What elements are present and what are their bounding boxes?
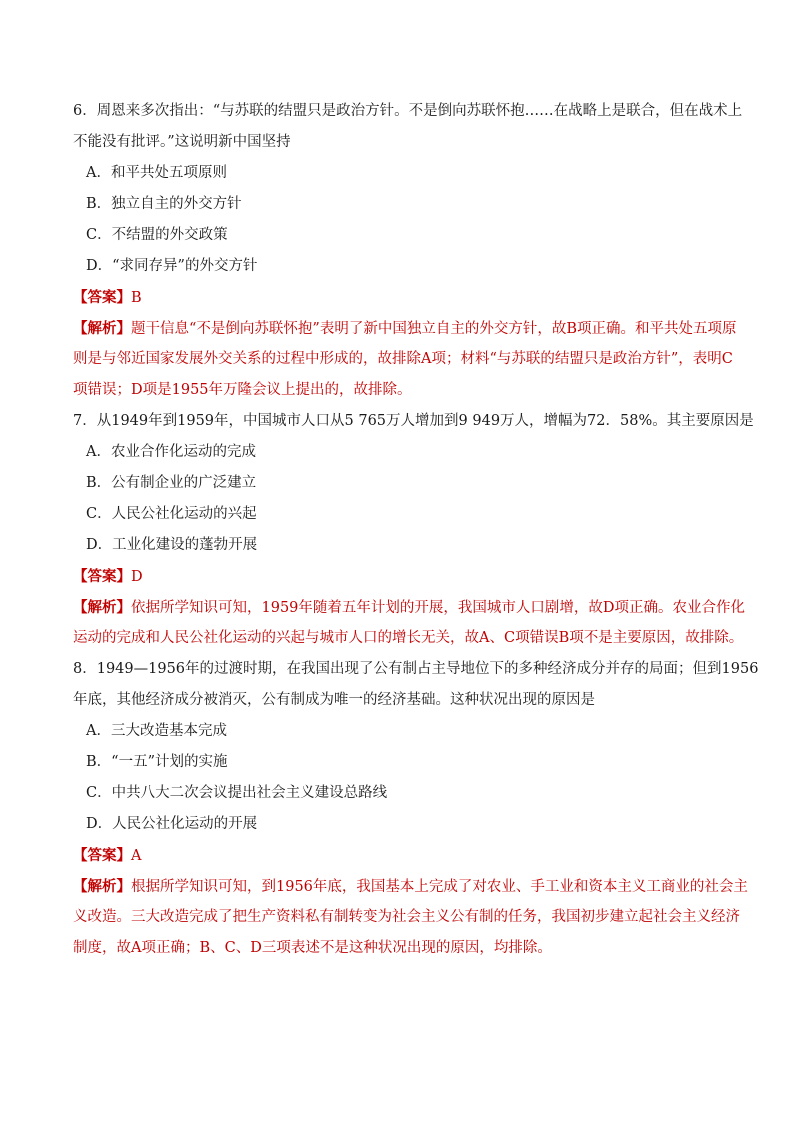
explanation-tag: 【解析】 — [73, 878, 131, 895]
option-d: D．人民公社化运动的开展 — [86, 816, 258, 832]
explanation-line: 义改造。三大改造完成了把生产资料私有制转变为社会主义公有制的任务，我国初步建立起社会主义经济 — [73, 909, 740, 925]
option-b: B．独立自主的外交方针 — [86, 196, 242, 212]
option-d: D．“求同存异”的外交方针 — [86, 258, 258, 274]
explanation-tag: 【解析】 — [73, 320, 131, 337]
question-stem-line: 8．1949—1956年的过渡时期，在我国出现了公有制占主导地位下的多种经济成分并存的局面；但到1956 — [73, 661, 759, 677]
option-a: A．和平共处五项原则 — [86, 165, 227, 181]
explanation-tag: 【解析】 — [73, 599, 131, 616]
option-d: D．工业化建设的蓬勃开展 — [86, 537, 258, 553]
explanation-line — [0, 313, 794, 344]
option-a: A．三大改造基本完成 — [86, 723, 227, 739]
question-8 — [0, 654, 794, 964]
option-c: C．人民公社化运动的兴起 — [86, 506, 257, 522]
question-6 — [0, 96, 794, 406]
answer-tag: 【答案】 — [73, 847, 131, 864]
explanation-line: 制度，故A项正确；B、C、D三项表述不是这种状况出现的原因，均排除。 — [73, 940, 552, 956]
question-stem-line: 年底，其他经济成分被消灭，公有制成为唯一的经济基础。这种状况出现的原因是 — [73, 692, 595, 708]
option-b: B．“一五”计划的实施 — [86, 754, 228, 770]
option-b: B．公有制企业的广泛建立 — [86, 475, 257, 491]
question-stem-line: 不能没有批评。”这说明新中国坚持 — [73, 134, 291, 150]
explanation-line — [0, 592, 794, 623]
answer-value: A — [131, 848, 142, 864]
option-c: C．中共八大二次会议提出社会主义建设总路线 — [86, 785, 388, 801]
answer-line — [0, 840, 794, 871]
explanation-line: 则是与邻近国家发展外交关系的过程中形成的，故排除A项；材料“与苏联的结盟只是政治方针”，表明C — [73, 351, 733, 367]
explanation-text: 根据所学知识可知，到1956年底，我国基本上完成了对农业、手工业和资本主义工商业的社会主 — [131, 879, 748, 895]
answer-value: D — [131, 569, 143, 585]
question-7 — [0, 406, 794, 654]
question-list — [0, 96, 794, 964]
option-c: C．不结盟的外交政策 — [86, 227, 228, 243]
answer-line — [0, 561, 794, 592]
option-a: A．农业合作化运动的完成 — [86, 444, 256, 460]
answer-tag: 【答案】 — [73, 289, 131, 306]
answer-value: B — [131, 290, 142, 306]
explanation-line — [0, 871, 794, 902]
question-stem-line: 7．从1949年到1959年，中国城市人口从5 765万人增加到9 949万人，增幅为72．58%。其主要原因是 — [73, 413, 754, 429]
explanation-line: 项错误；D项是1955年万隆会议上提出的，故排除。 — [73, 382, 412, 398]
explanation-text: 依据所学知识可知，1959年随着五年计划的开展，我国城市人口剧增，故D项正确。农业合作化 — [131, 600, 746, 616]
explanation-text: 题干信息“不是倒向苏联怀抱”表明了新中国独立自主的外交方针，故B项正确。和平共处五项原 — [131, 321, 737, 337]
question-stem-line: 6．周恩来多次指出：“与苏联的结盟只是政治方针。不是倒向苏联怀抱……在战略上是联合，但在战术上 — [73, 103, 743, 119]
answer-line — [0, 282, 794, 313]
explanation-line: 运动的完成和人民公社化运动的兴起与城市人口的增长无关，故A、C项错误B项不是主要原因，故排除。 — [73, 630, 744, 646]
answer-tag: 【答案】 — [73, 568, 131, 585]
